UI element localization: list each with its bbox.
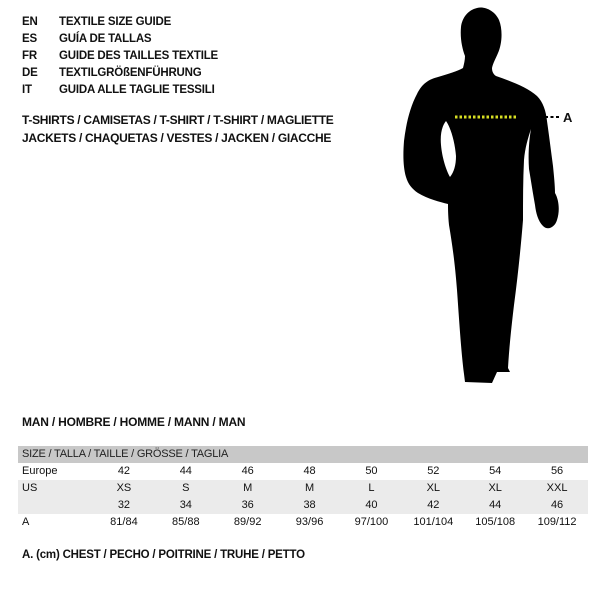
language-title: TEXTILE SIZE GUIDE (59, 16, 172, 28)
size-cell: 89/92 (233, 516, 262, 528)
size-cell: 42 (427, 499, 440, 511)
table-row-us-numeric (18, 497, 588, 514)
size-cell: S (182, 482, 190, 494)
size-cell: 93/96 (295, 516, 324, 528)
row-label: A (22, 516, 30, 528)
size-cell: L (368, 482, 375, 494)
size-cell: 97/100 (354, 516, 389, 528)
measurement-footnote: A. (cm) CHEST / PECHO / POITRINE / TRUHE / PETTO (22, 549, 305, 561)
size-cell: 34 (179, 499, 192, 511)
language-title: GUÍA DE TALLAS (59, 33, 152, 45)
size-cell: 105/108 (475, 516, 516, 528)
size-cell: 42 (117, 465, 131, 477)
size-cell: XL (426, 482, 441, 494)
size-cell: 81/84 (110, 516, 138, 528)
language-title: GUIDE DES TAILLES TEXTILE (59, 50, 218, 62)
language-row-es (22, 31, 218, 48)
size-table (18, 446, 588, 531)
size-cell: 56 (550, 465, 564, 477)
row-label: US (22, 482, 38, 494)
table-row-chest-cm (18, 514, 588, 531)
category-list (22, 111, 334, 147)
language-code: IT (22, 84, 32, 96)
size-cell: 32 (117, 499, 131, 511)
size-cell: 109/112 (537, 516, 577, 528)
man-figure (390, 0, 600, 400)
category-jackets: JACKETS / CHAQUETAS / VESTES / JACKEN / GIACCHE (22, 131, 332, 145)
size-cell: M (243, 482, 253, 494)
size-cell: 46 (550, 499, 564, 511)
size-cell: 44 (489, 499, 502, 511)
size-cell: 50 (365, 465, 378, 477)
size-cell: 101/104 (413, 516, 454, 528)
size-table-header: SIZE / TALLA / TAILLE / GRÖSSE / TAGLIA (18, 446, 588, 463)
man-silhouette-shape (403, 8, 558, 383)
language-code: DE (22, 67, 38, 79)
size-cell: 48 (303, 465, 316, 477)
section-title-man: MAN / HOMBRE / HOMME / MANN / MAN (22, 415, 246, 429)
category-tshirts: T-SHIRTS / CAMISETAS / T-SHIRT / T-SHIRT / MAGLIETTE (22, 113, 334, 127)
size-cell: 46 (241, 465, 254, 477)
size-cell: XXL (546, 482, 568, 494)
size-cell: 52 (427, 465, 440, 477)
language-title: TEXTILGRÖßENFÜHRUNG (59, 67, 202, 79)
man-silhouette (390, 0, 600, 400)
size-cell: 54 (489, 465, 502, 477)
size-cell: XS (116, 482, 132, 494)
size-cell: 85/88 (172, 516, 200, 528)
size-cell: XL (488, 482, 502, 494)
table-row-europe (18, 463, 588, 480)
row-label (18, 497, 93, 514)
language-code: EN (22, 16, 38, 28)
language-list (22, 14, 218, 99)
chest-measure-label: A (563, 110, 573, 125)
size-cell: 36 (241, 499, 254, 511)
language-row-en (22, 14, 218, 31)
language-row-it (22, 82, 218, 99)
language-code: FR (22, 50, 37, 62)
size-cell: M (304, 482, 315, 494)
language-row-de (22, 65, 218, 82)
table-row-us-letter (18, 480, 588, 497)
row-label: Europe (22, 465, 58, 477)
size-cell: 40 (365, 499, 378, 511)
language-title: GUIDA ALLE TAGLIE TESSILI (59, 84, 215, 96)
size-cell: 38 (303, 499, 316, 511)
size-cell: 44 (179, 465, 192, 477)
language-row-fr (22, 48, 218, 65)
language-code: ES (22, 33, 37, 45)
